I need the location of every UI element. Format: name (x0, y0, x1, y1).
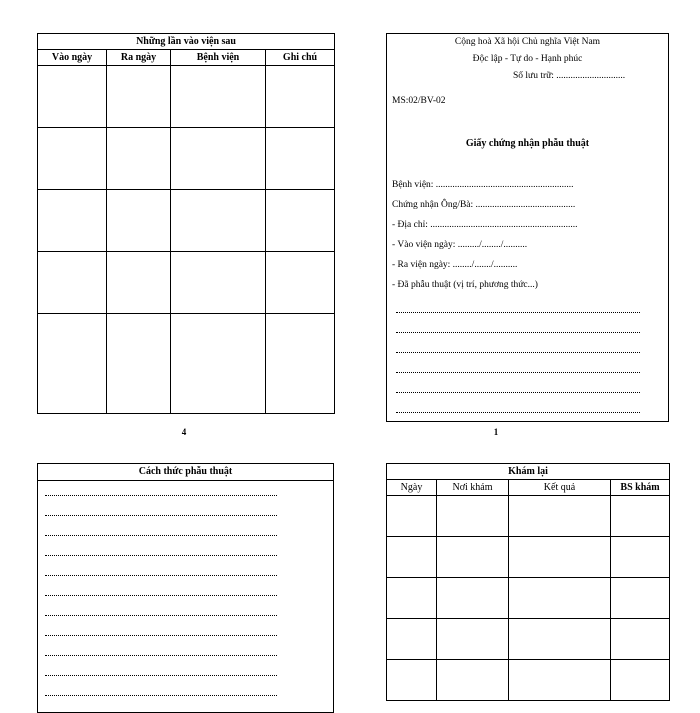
dotted-line (45, 694, 277, 696)
table-row (387, 619, 670, 660)
dotted-line (45, 634, 277, 636)
dotted-line (396, 311, 640, 313)
col-hospital: Bệnh viện (171, 50, 266, 66)
page-number-1: 1 (493, 427, 499, 437)
table-row (38, 66, 335, 128)
national-motto: Độc lập - Tự do - Hạnh phúc (472, 54, 583, 64)
field-patient: Chứng nhận Ông/Bà: .......................................... (392, 200, 576, 210)
dotted-line (45, 514, 277, 516)
surgery-certificate (386, 33, 669, 422)
col-exam-place: Nơi khám (437, 480, 509, 496)
page-number-4: 4 (181, 427, 187, 437)
dotted-line (45, 674, 277, 676)
table-row (387, 660, 670, 701)
surgery-method-title: Cách thức phẫu thuật (38, 464, 333, 481)
field-address: - Địa chỉ: .............................................................. (392, 220, 578, 230)
col-admission-date: Vào ngày (38, 50, 107, 66)
col-result: Kết quả (509, 480, 611, 496)
dotted-line (45, 614, 277, 616)
dotted-line (45, 594, 277, 596)
table-row (387, 578, 670, 619)
dotted-line (396, 391, 640, 393)
surgery-method-page (37, 463, 334, 713)
table-row (38, 252, 335, 314)
dotted-line (45, 534, 277, 536)
dotted-line (45, 574, 277, 576)
col-notes: Ghi chú (266, 50, 335, 66)
field-surgery-performed: - Đã phẫu thuật (vị trí, phương thức...) (392, 280, 538, 290)
col-discharge-date: Ra ngày (107, 50, 171, 66)
table-row (38, 314, 335, 414)
document-title: Giấy chứng nhận phẫu thuật (465, 138, 590, 149)
dotted-line (396, 411, 640, 413)
dotted-line (396, 331, 640, 333)
table-row (38, 190, 335, 252)
re-examination-title: Khám lại (387, 464, 670, 480)
dotted-line (396, 351, 640, 353)
admissions-title: Những lần vào viện sau (38, 34, 335, 50)
field-hospital: Bệnh viện: .......................................................... (392, 180, 574, 190)
dotted-line (45, 494, 277, 496)
col-doctor: BS khám (611, 480, 670, 496)
field-discharge-date: - Ra viện ngày: ......../......./.......... (392, 260, 518, 270)
field-admission-date: - Vào viện ngày: ........./......../.......... (392, 240, 528, 250)
dotted-line (45, 554, 277, 556)
dotted-line (396, 371, 640, 373)
national-title: Cộng hoà Xã hội Chủ nghĩa Việt Nam (454, 37, 601, 47)
form-code: MS:02/BV-02 (392, 96, 446, 106)
subsequent-admissions-table (37, 33, 335, 414)
dotted-line (45, 654, 277, 656)
table-row (387, 537, 670, 578)
re-examination-table (386, 463, 670, 701)
table-row (38, 128, 335, 190)
col-date: Ngày (387, 480, 437, 496)
table-row (387, 496, 670, 537)
archive-number: Số lưu trữ: ............................. (513, 71, 626, 81)
